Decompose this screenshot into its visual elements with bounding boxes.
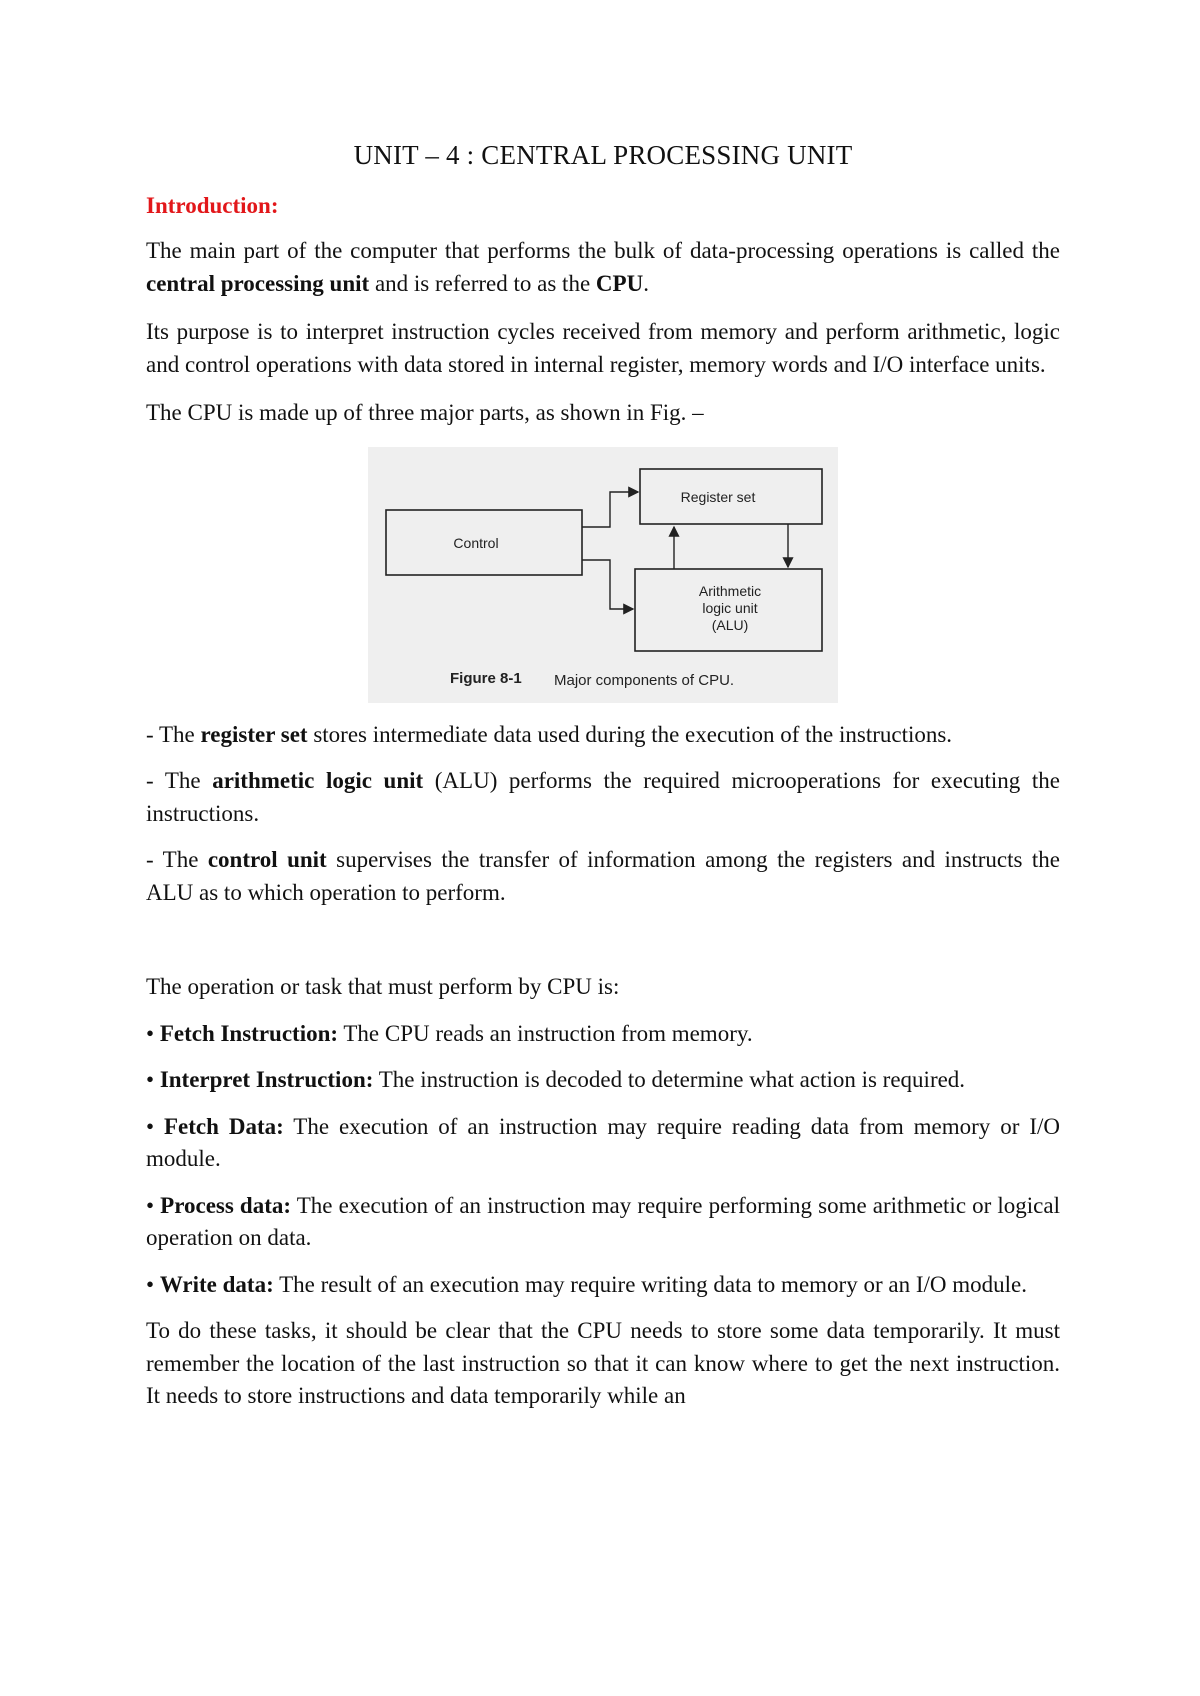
component-register-set: [146, 719, 1060, 752]
control-to-alu-arrow: [582, 560, 633, 609]
intro-heading: Introduction:: [146, 193, 279, 218]
component-description: (ALU) performs the required microoperations for executing the instructions.: [146, 768, 1060, 826]
cpu-components-figure: [368, 447, 838, 703]
p1-bold-cpu: CPU: [595, 270, 644, 296]
alu-label-line1: Arithmetic: [698, 582, 762, 599]
task-name: Fetch Data:: [163, 1113, 284, 1139]
component-prefix: - The: [146, 721, 201, 747]
section-spacer: [146, 909, 1060, 957]
bullet-icon: •: [146, 1271, 160, 1297]
bullet-icon: •: [146, 1113, 164, 1139]
component-name: register set: [200, 721, 308, 747]
component-prefix: - The: [146, 768, 213, 793]
figure-caption-text: Major components of CPU.: [554, 671, 735, 689]
component-name: control unit: [207, 847, 327, 872]
tasks-intro: The operation or task that must perform by CPU is:: [146, 974, 620, 999]
component-name: arithmetic logic unit: [212, 768, 424, 793]
bullet-icon: •: [146, 1192, 161, 1218]
p1-bold-cpu-name: central processing unit: [146, 270, 370, 296]
control-label: Control: [453, 534, 499, 551]
task-name: Process data:: [160, 1192, 292, 1218]
component-control-unit: [146, 844, 1060, 909]
paragraph-cpu-purpose: Its purpose is to interpret instruction cycles received from memory and perform arithmetic, logic and control operations with data stored in internal register, memory words and I/O interface units.: [146, 319, 1060, 377]
page-title: UNIT – 4 : CENTRAL PROCESSING UNIT: [353, 140, 853, 170]
bullet-icon: •: [146, 1067, 160, 1092]
component-prefix: - The: [146, 847, 208, 872]
task-fetch-instruction: [146, 1018, 1060, 1051]
component-description: supervises the transfer of information among the registers and instructs the ALU as to which operation to perform.: [146, 847, 1060, 905]
task-description: The result of an execution may require writing data to memory or an I/O module.: [273, 1271, 1027, 1297]
paragraph-cpu-parts: The CPU is made up of three major parts, as shown in Fig. –: [146, 400, 704, 425]
task-interpret-instruction: [146, 1064, 1060, 1097]
register-set-label: Register set: [680, 488, 756, 505]
task-description: The instruction is decoded to determine what action is required.: [373, 1067, 966, 1092]
task-write-data: [146, 1269, 1060, 1302]
page-content: [146, 138, 1060, 1413]
alu-label-line2: logic unit: [702, 599, 758, 616]
component-description: stores intermediate data used during the execution of the instructions.: [307, 721, 953, 747]
task-name: Fetch Instruction:: [159, 1020, 339, 1046]
component-alu: [146, 765, 1060, 830]
p1-text-e: .: [643, 270, 649, 296]
cpu-components-diagram: [368, 447, 838, 703]
paragraph-cpu-definition: [146, 235, 1060, 300]
task-description: The CPU reads an instruction from memory.: [338, 1020, 753, 1046]
alu-label-line3: (ALU): [711, 616, 749, 633]
task-description: The execution of an instruction may require reading data from memory or I/O module.: [146, 1113, 1060, 1171]
figure-caption-number: Figure 8-1: [450, 669, 522, 687]
task-fetch-data: [146, 1111, 1060, 1176]
task-description: The execution of an instruction may require performing some arithmetic or logical operation on data.: [146, 1192, 1060, 1250]
task-process-data: [146, 1190, 1060, 1255]
bullet-icon: •: [146, 1020, 160, 1046]
closing-paragraph: To do these tasks, it should be clear that the CPU needs to store some data temporarily. It must remember the location of the last instruction so that it can know where to get the next instruction. It needs to store instructions and data temporarily while an: [146, 1318, 1060, 1408]
control-to-register-arrow: [582, 492, 638, 527]
task-name: Interpret Instruction:: [159, 1067, 374, 1092]
task-name: Write data:: [159, 1271, 274, 1297]
p1-text-a: The main part of the computer that performs the bulk of data-processing operations is called the: [146, 238, 1060, 263]
p1-text-c: and is referred to as the: [369, 270, 596, 296]
